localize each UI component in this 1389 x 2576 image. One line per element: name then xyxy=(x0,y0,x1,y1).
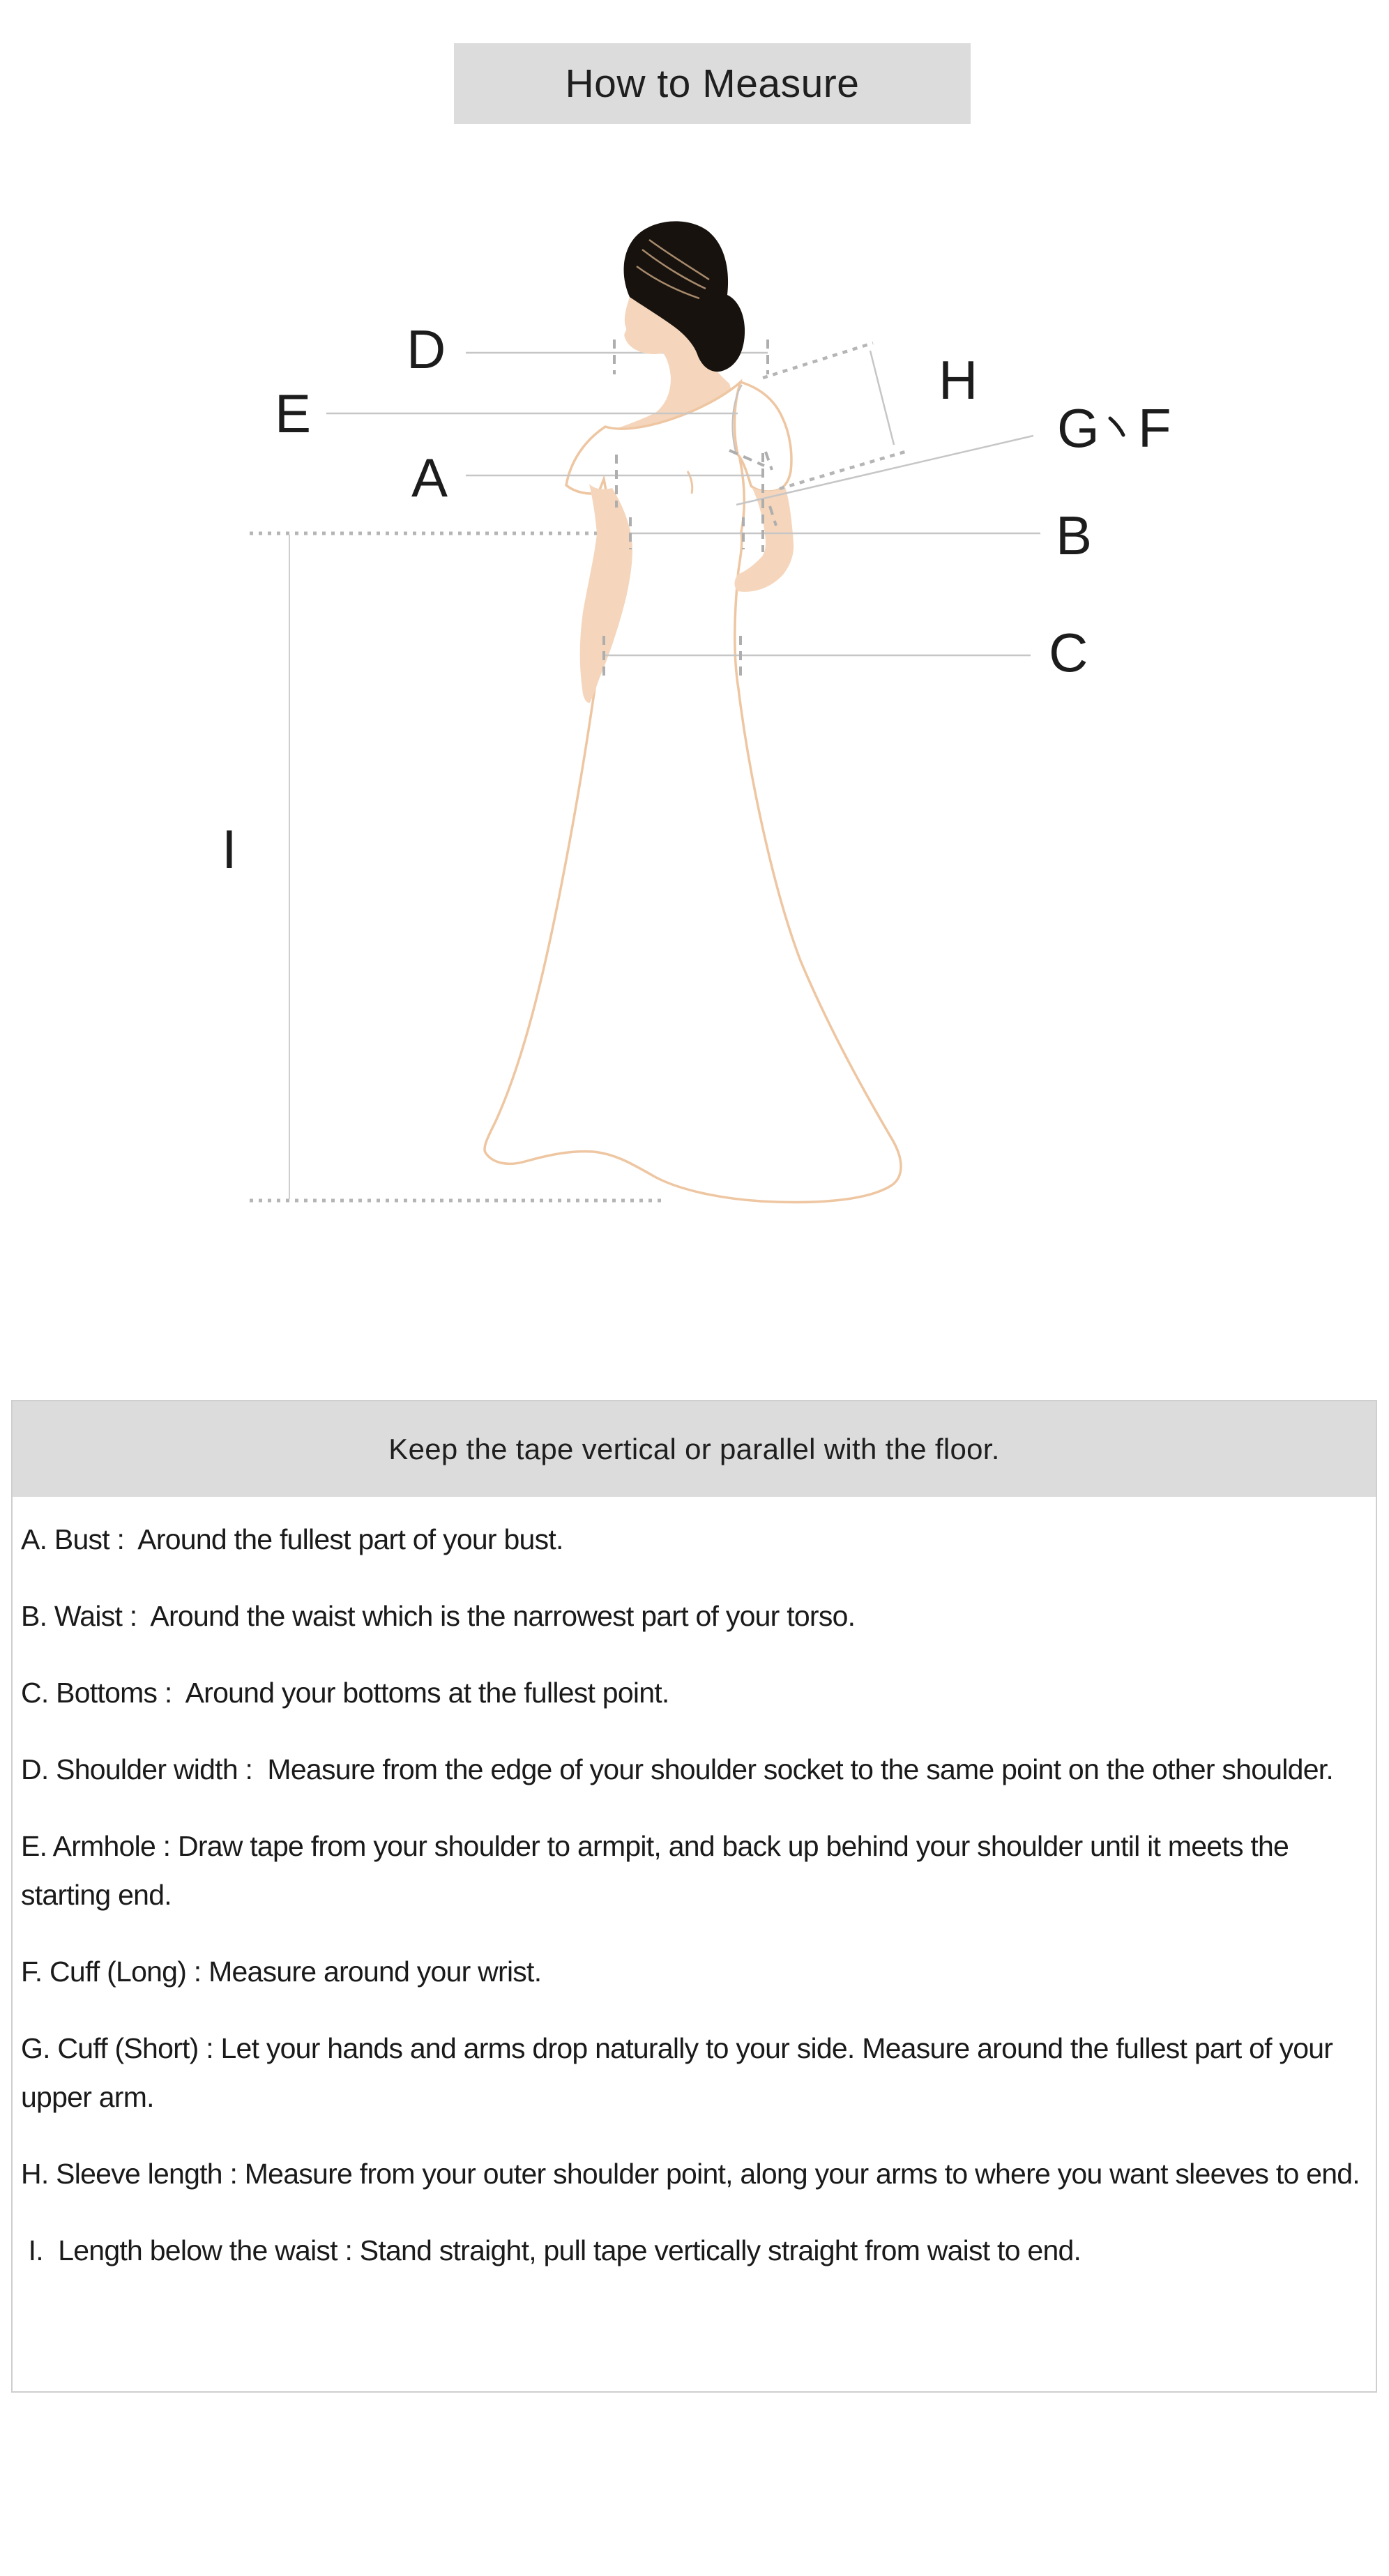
page-title: How to Measure xyxy=(454,43,971,124)
label-cuff-short: G xyxy=(1057,397,1100,459)
measurement-item-sleeve-length: H. Sleeve length : Measure from your outer shoulder point, along your arms to where you want sleeves to end. xyxy=(21,2158,1360,2190)
measurement-item-waist: B. Waist : Around the waist which is the narrowest part of your torso. xyxy=(21,1600,856,1632)
label-sleeve-length: H xyxy=(939,349,978,411)
measurement-item-length-below-waist: I. Length below the waist : Stand straight, pull tape vertically straight from waist to end. xyxy=(21,2234,1081,2266)
label-bottoms: C xyxy=(1049,622,1088,683)
measurement-item-armhole: E. Armhole : Draw tape from your shoulder to armpit, and back up behind your shoulder until it meets the starting end. xyxy=(21,1830,1296,1911)
sleeve-top-extension xyxy=(763,343,873,378)
measurement-item-cuff-short: G. Cuff (Short) : Let your hands and arms drop naturally to your side. Measure around the fullest part of your upper arm. xyxy=(21,2032,1340,2113)
measurement-item-shoulder-width: D. Shoulder width : Measure from the edge of your shoulder socket to the same point on the other shoulder. xyxy=(21,1753,1334,1785)
ideographic-comma-separator xyxy=(1110,418,1123,435)
tape-note-banner: Keep the tape vertical or parallel with the floor. xyxy=(13,1401,1376,1497)
woman-illustration xyxy=(485,221,901,1202)
measurement-item-cuff-long: F. Cuff (Long) : Measure around your wrist. xyxy=(21,1956,542,1988)
label-armhole: E xyxy=(275,383,312,444)
label-length-below-waist: I xyxy=(222,818,237,880)
measurement-definitions-list xyxy=(13,1497,1376,2275)
measurement-item-bottoms: C. Bottoms : Around your bottoms at the fullest point. xyxy=(21,1677,669,1709)
label-bust: A xyxy=(411,447,448,508)
measurement-item-bust: A. Bust : Around the fullest part of your bust. xyxy=(21,1523,563,1555)
label-cuff-long: F xyxy=(1138,397,1171,459)
dress-body xyxy=(485,382,901,1202)
label-shoulder-width: D xyxy=(407,319,446,380)
measurement-instructions-panel xyxy=(11,1400,1377,2393)
label-waist: B xyxy=(1056,505,1093,566)
sleeve-length-dimension-line xyxy=(870,351,894,445)
